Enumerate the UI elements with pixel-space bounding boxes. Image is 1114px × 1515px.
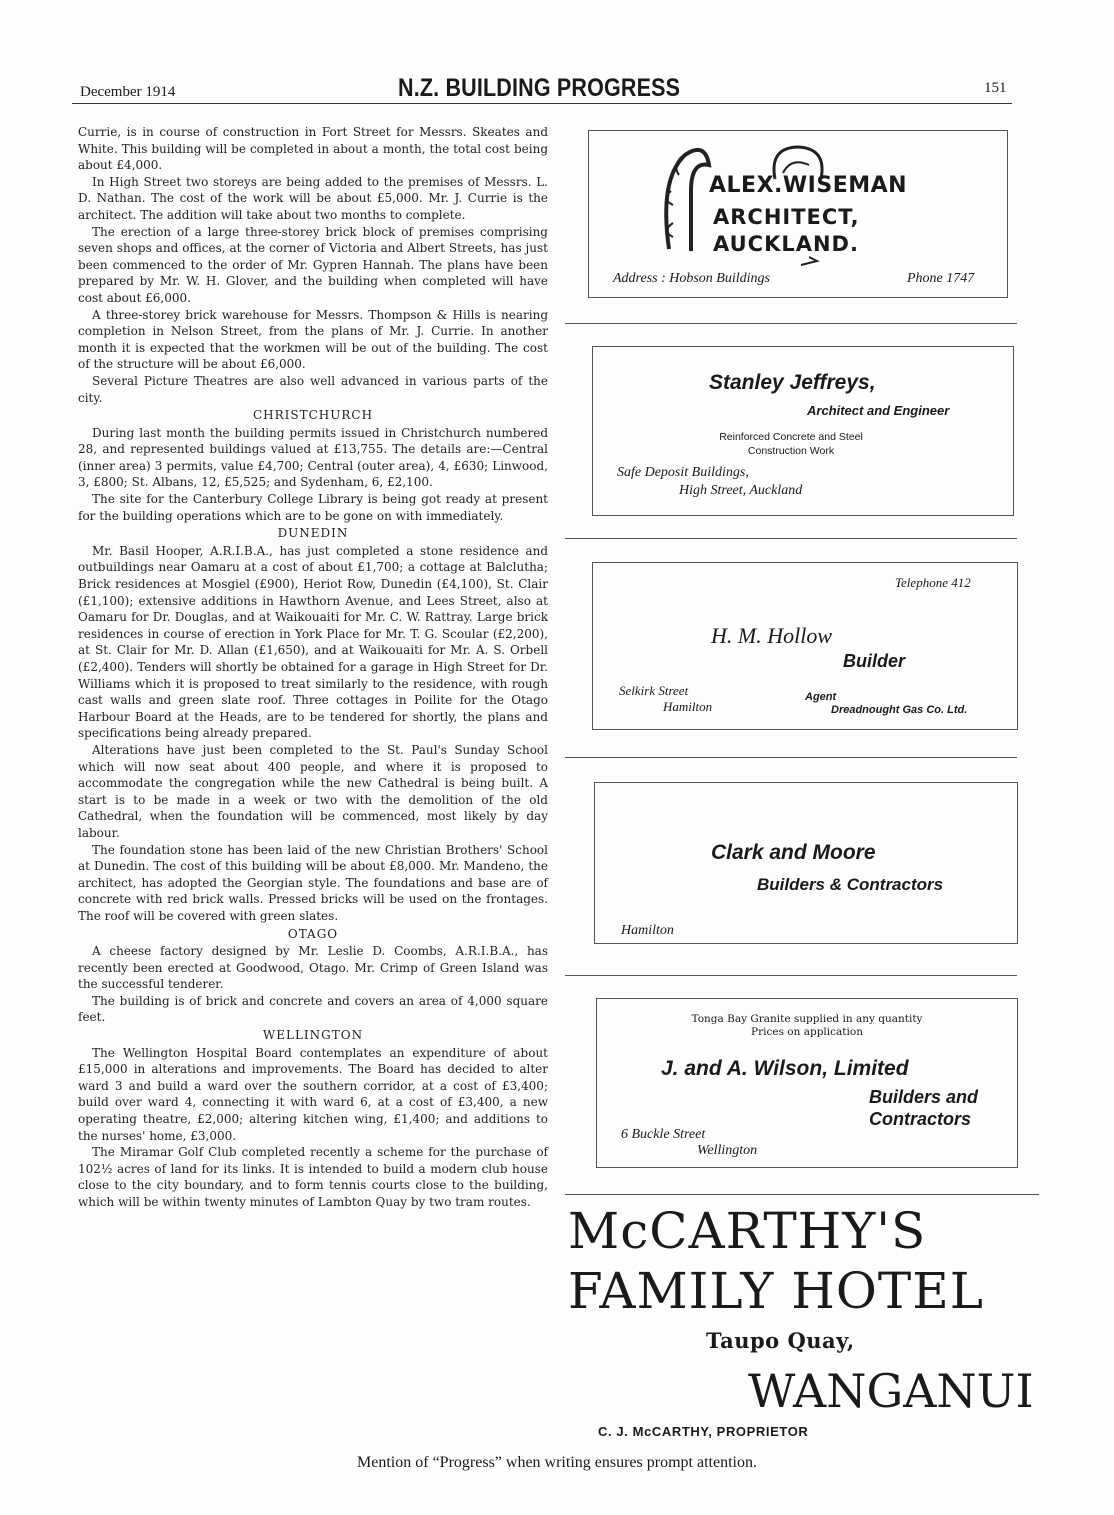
article-column [78,124,548,1211]
hollow-role: Builder [843,651,906,671]
hollow-address-2: Hamilton [663,699,713,714]
article-paragraph: The Wellington Hospital Board contemplates an expenditure of about £15,000 in alterations and improvements. The Board has decided to alter ward 3 and build a ward over the southern corridor, at a cost of £3,400; build over ward 4, connecting it with ward 6, at a cost of £3,400, a new operating theatre, £2,000; altering kitchen wing, £1,400; and additions to the nurses' home, £3,000. [78,1045,548,1143]
ad-wiseman [588,130,1008,298]
mccarthy-city: WANGANUI [748,1364,1034,1418]
ad-divider [565,538,1017,539]
section-heading-otago: OTAGO [287,926,339,941]
hollow-name: H. M. Hollow [711,623,832,648]
clark-role: Builders & Contractors [757,875,944,894]
ad-divider [565,757,1017,758]
mccarthy-proprietor: C. J. McCARTHY, PROPRIETOR [598,1424,809,1439]
ad-divider [565,323,1017,324]
hollow-phone: Telephone 412 [895,575,971,590]
wilson-role-1: Builders and [869,1087,979,1107]
section-heading-wellington: WELLINGTON [262,1028,364,1043]
journal-title: N.Z. BUILDING PROGRESS [398,74,681,102]
wiseman-address: Address : Hobson Buildings [613,271,770,286]
jeffreys-line2: Construction Work [747,445,835,457]
article-paragraph: Several Picture Theatres are also well advanced in various parts of the city. [78,373,548,405]
jeffreys-address-1: Safe Deposit Buildings, [617,465,749,480]
mccarthy-line2: FAMILY HOTEL [568,1262,984,1320]
ad-divider [565,975,1017,976]
ad-hollow [592,562,1018,730]
article-paragraph: A cheese factory designed by Mr. Leslie D. Coombs, A.R.I.B.A., has recently been erected at Goodwood, Otago. Mr. Crimp of Green Island was the successful tenderer. [78,944,548,992]
section-heading-dunedin: DUNEDIN [277,526,349,541]
mccarthy-line1: McCARTHY'S [568,1202,927,1260]
section-heading-christchurch: CHRISTCHURCH [252,408,374,423]
article-paragraph: A three-storey brick warehouse for Messrs. Thompson & Hills is nearing completion in Nelson Street, from the plans of Mr. J. Currie. In another month it is expected that the workmen will be out of the building. The cost of the structure will be about £6,000. [78,307,548,372]
wilson-address-2: Wellington [697,1143,758,1158]
article-paragraph: The foundation stone has been laid of the new Christian Brothers' School at Dunedin. The cost of this building will be about £8,000. Mr. Mandeno, the architect, has adopted the Georgian style. The foundations and base are of concrete with red brick walls. Pressed bricks will be used on the frontages. The roof will be covered with green slates. [78,842,548,923]
ad-jeffreys [592,346,1014,516]
wiseman-role: ARCHITECT, [713,205,860,229]
jeffreys-line1: Reinforced Concrete and Steel [719,431,863,443]
jeffreys-name: Stanley Jeffreys, [709,371,876,394]
article-paragraph: During last month the building permits issued in Christchurch numbered 28, and represented buildings valued at £13,755. The details are:—Central (inner area) 3 permits, value £4,700; Central (outer area), 4, £630; Linwood, 3, £800; St. Albans, 12, £5,525; and Sydenham, 6, £2,100. [78,425,548,490]
ad-clark-moore [594,782,1018,944]
clark-city: Hamilton [621,923,674,938]
page-number: 151 [984,80,1007,96]
mccarthy-street: Taupo Quay, [706,1328,855,1353]
article-paragraph: The Miramar Golf Club completed recently a scheme for the purchase of 102½ acres of land for its links. It is intended to build a modern club house close to the city boundary, and to form tennis courts close to the building, which will be within twenty minutes of Lambton Quay by two tram routes. [78,1145,548,1209]
wilson-name: J. and A. Wilson, Limited [661,1057,909,1080]
issue-date: December 1914 [80,84,176,100]
article-paragraph: In High Street two storeys are being added to the premises of Messrs. L. D. Nathan. The cost of the work will be about £5,000. Mr. J. Currie is the architect. The addition will take about two months to complete. [78,174,548,222]
wiseman-city: AUCKLAND. [713,232,859,256]
footer-notice: Mention of “Progress” when writing ensures prompt attention. [357,1454,757,1471]
jeffreys-role: Architect and Engineer [807,403,950,418]
wilson-address-1: 6 Buckle Street [621,1127,706,1142]
header-rule [72,103,1012,104]
wilson-line2: Prices on application [751,1026,863,1038]
wilson-role-2: Contractors [869,1109,972,1129]
hollow-address-1: Selkirk Street [619,683,689,698]
hollow-agent-label: Agent [805,691,837,703]
article-paragraph: Alterations have just been completed to the St. Paul's Sunday School which will now seat about 400 people, and where it is proposed to accommodate the congregation while the new Cathedral is being built. A start is to be made in a week or two with the demolition of the old Cathedral, when the foundation will be commenced, most likely by day labour. [78,742,548,840]
ad-mccarthy [568,1202,1038,1442]
ad-wilson [596,998,1018,1168]
wiseman-phone: Phone 1747 [907,271,975,286]
jeffreys-address-2: High Street, Auckland [679,483,803,498]
clark-name: Clark and Moore [711,841,876,864]
hollow-agent: Dreadnought Gas Co. Ltd. [831,704,968,716]
article-paragraph: Currie, is in course of construction in Fort Street for Messrs. Skeates and White. This building will be completed in about a month, the total cost being about £4,000. [78,125,548,173]
article-paragraph: The site for the Canterbury College Library is being got ready at present for the building operations which are to be gone on with immediately. [78,492,548,523]
article-paragraph: Mr. Basil Hooper, A.R.I.B.A., has just completed a stone residence and outbuildings near Oamaru at a cost of about £1,700; a cottage at Balclutha; Brick residences at Mosgiel (£900), Heriot Row, Dunedin (£4,100), St. Clair (£1,100); extensive additions in Hawthorn Avenue, and Lees Street, also at Oamaru for Dr. Douglas, and at Waikouaiti for Mr. C. W. Rattray. Large brick residences in course of erection in York Place for Mr. T. G. Scoular (£2,200), at St. Clair for Mr. D. Allan (£1,650), and at Waikouaiti for Mr. A. S. Orbell (£2,400). Tenders will shortly be obtained for a garage in High Street for Dr. Williams which it is proposed to treat similarly to the residence, with rough cast walls and green slate roof. Three cottages in Poilite for the Otago Harbour Board at the Heads, are to be tendered for shortly, the plans and specifications being already prepared. [78,543,548,741]
article-paragraph: The building is of brick and concrete and covers an area of 4,000 square feet. [78,993,548,1025]
wiseman-name: ALEX.WISEMAN [709,173,908,198]
ad-divider [565,1194,1039,1195]
wilson-line1: Tonga Bay Granite supplied in any quantity [691,1013,923,1025]
article-paragraph: The erection of a large three-storey brick block of premises comprising seven shops and offices, at the corner of Victoria and Albert Streets, has just been commenced to the order of Mr. Gypren Hannah. The plans have been prepared by Mr. W. H. Glover, and the building when completed will have cost about £6,000. [78,224,548,305]
